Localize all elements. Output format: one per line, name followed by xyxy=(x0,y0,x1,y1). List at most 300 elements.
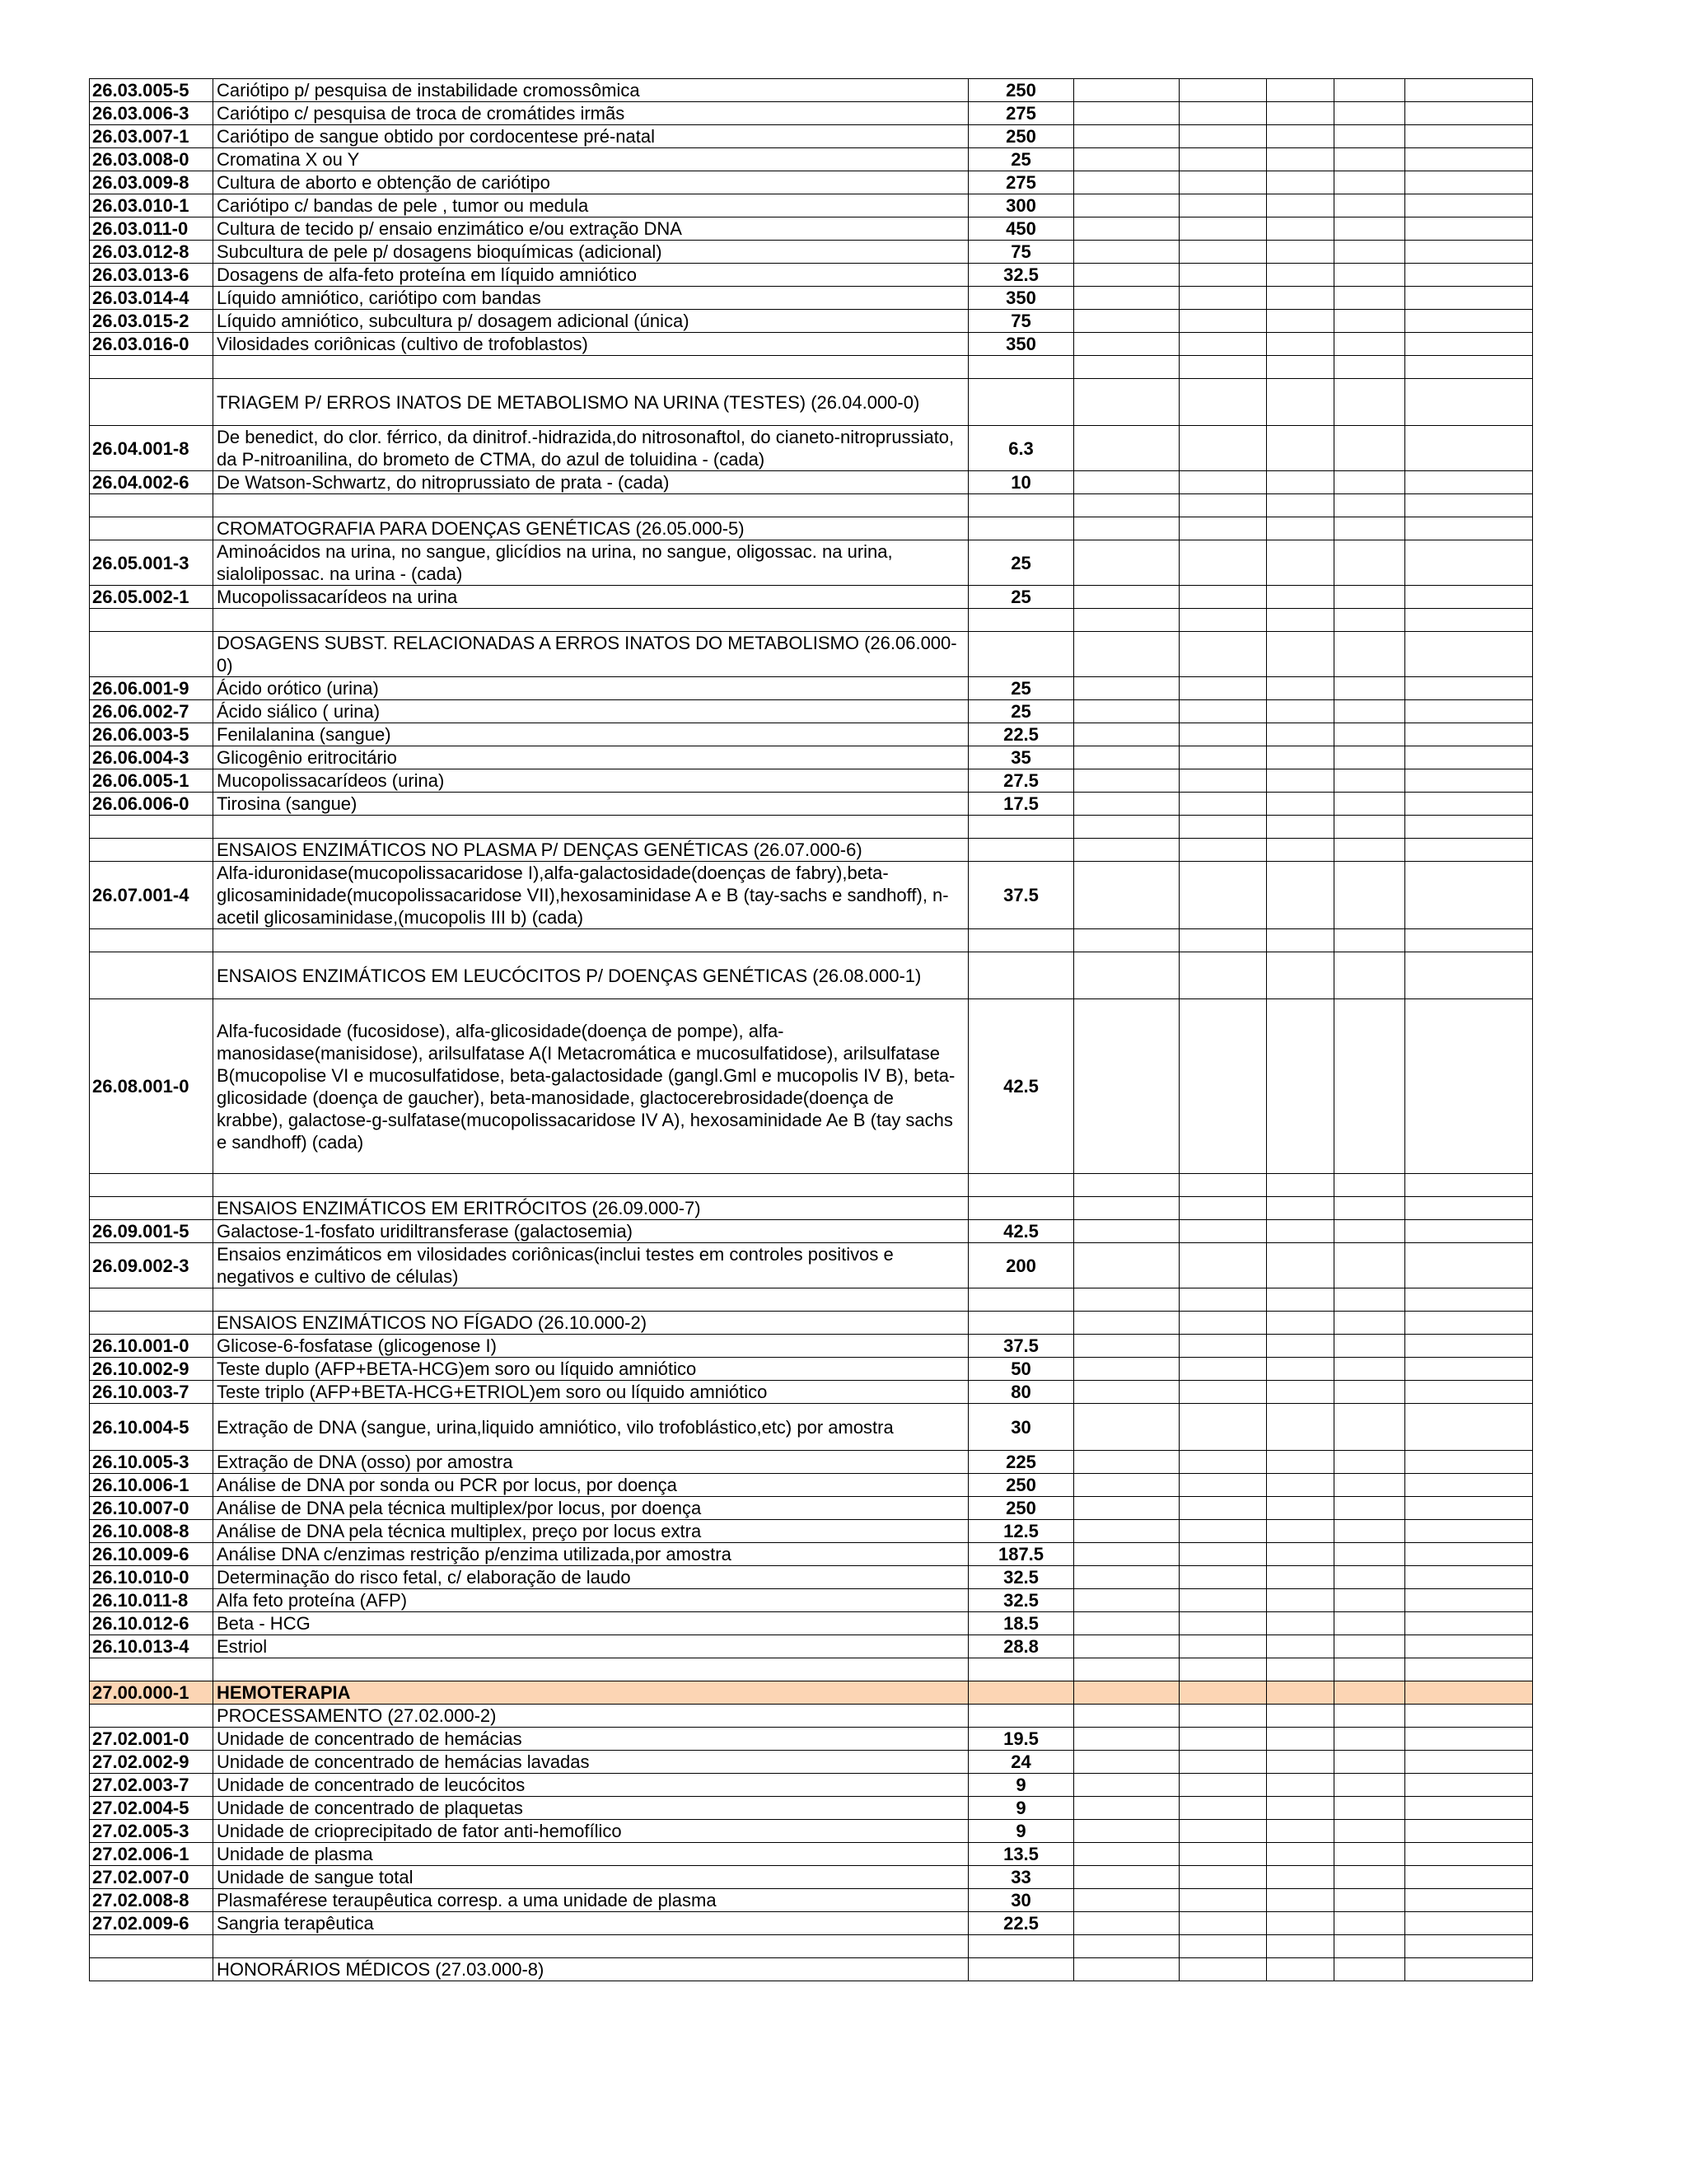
cell-empty xyxy=(1180,1751,1267,1774)
cell-empty xyxy=(1180,1705,1267,1728)
cell-empty xyxy=(1334,1220,1405,1243)
cell-empty xyxy=(1180,1843,1267,1866)
cell-empty xyxy=(1405,1912,1533,1935)
cell-empty xyxy=(1334,125,1405,148)
cell-empty xyxy=(1180,264,1267,287)
cell-empty xyxy=(1074,79,1180,102)
cell-value: 250 xyxy=(969,79,1074,102)
table-row xyxy=(90,1866,1533,1889)
cell-empty xyxy=(1074,609,1180,632)
cell-empty xyxy=(1074,1220,1180,1243)
table-row xyxy=(90,1774,1533,1797)
cell-description: Tirosina (sangue) xyxy=(213,793,969,816)
cell-code: 26.10.008-8 xyxy=(90,1520,213,1543)
table-row xyxy=(90,540,1533,586)
cell-code xyxy=(90,1312,213,1335)
cell-empty xyxy=(1074,1243,1180,1288)
cell-empty xyxy=(1180,1797,1267,1820)
cell-empty xyxy=(1180,839,1267,862)
table-row xyxy=(90,102,1533,125)
table-row xyxy=(90,1728,1533,1751)
cell-empty xyxy=(1334,952,1405,999)
cell-empty xyxy=(1074,1520,1180,1543)
cell-empty xyxy=(1405,1612,1533,1635)
cell-empty xyxy=(1074,1820,1180,1843)
table-row xyxy=(90,1520,1533,1543)
cell-empty xyxy=(1267,1404,1334,1451)
cell-value xyxy=(969,356,1074,379)
cell-code: 26.10.003-7 xyxy=(90,1381,213,1404)
cell-empty xyxy=(1074,816,1180,839)
table-row xyxy=(90,839,1533,862)
cell-empty xyxy=(1334,769,1405,793)
cell-value xyxy=(969,632,1074,677)
cell-value: 32.5 xyxy=(969,264,1074,287)
cell-empty xyxy=(1405,952,1533,999)
cell-empty xyxy=(1267,632,1334,677)
cell-empty xyxy=(1074,1843,1180,1866)
cell-empty xyxy=(1405,310,1533,333)
cell-value xyxy=(969,1958,1074,1981)
table-row xyxy=(90,1797,1533,1820)
cell-description xyxy=(213,1658,969,1681)
cell-empty xyxy=(1405,287,1533,310)
cell-empty xyxy=(1334,723,1405,746)
cell-empty xyxy=(1334,333,1405,356)
cell-description xyxy=(213,929,969,952)
cell-description: HONORÁRIOS MÉDICOS (27.03.000-8) xyxy=(213,1958,969,1981)
cell-value: 350 xyxy=(969,287,1074,310)
cell-value xyxy=(969,816,1074,839)
cell-empty xyxy=(1334,816,1405,839)
cell-description: Unidade de concentrado de hemácias xyxy=(213,1728,969,1751)
cell-value: 9 xyxy=(969,1774,1074,1797)
cell-code xyxy=(90,1658,213,1681)
cell-empty xyxy=(1180,1243,1267,1288)
cell-empty xyxy=(1180,1728,1267,1751)
cell-empty xyxy=(1180,1889,1267,1912)
cell-empty xyxy=(1074,1751,1180,1774)
cell-empty xyxy=(1180,1358,1267,1381)
cell-empty xyxy=(1267,839,1334,862)
cell-value: 32.5 xyxy=(969,1589,1074,1612)
cell-empty xyxy=(1180,1612,1267,1635)
cell-empty xyxy=(1405,1958,1533,1981)
cell-empty xyxy=(1405,1751,1533,1774)
cell-code: 26.10.013-4 xyxy=(90,1635,213,1658)
cell-empty xyxy=(1180,586,1267,609)
table-row xyxy=(90,79,1533,102)
cell-empty xyxy=(1405,1797,1533,1820)
cell-empty xyxy=(1267,1705,1334,1728)
cell-value: 25 xyxy=(969,700,1074,723)
cell-empty xyxy=(1180,999,1267,1174)
table-row xyxy=(90,471,1533,494)
cell-empty xyxy=(1334,1381,1405,1404)
cell-empty xyxy=(1405,1520,1533,1543)
cell-empty xyxy=(1180,148,1267,171)
cell-empty xyxy=(1180,540,1267,586)
cell-code: 26.04.001-8 xyxy=(90,426,213,471)
cell-value: 200 xyxy=(969,1243,1074,1288)
cell-empty xyxy=(1267,1681,1334,1705)
cell-code: 27.02.008-8 xyxy=(90,1889,213,1912)
cell-empty xyxy=(1405,517,1533,540)
cell-empty xyxy=(1180,1335,1267,1358)
cell-description xyxy=(213,356,969,379)
cell-empty xyxy=(1405,426,1533,471)
cell-empty xyxy=(1405,494,1533,517)
table-row xyxy=(90,356,1533,379)
cell-empty xyxy=(1405,1474,1533,1497)
cell-empty xyxy=(1267,1797,1334,1820)
cell-empty xyxy=(1074,1935,1180,1958)
cell-empty xyxy=(1267,1935,1334,1958)
cell-code: 27.02.004-5 xyxy=(90,1797,213,1820)
table-row xyxy=(90,1474,1533,1497)
cell-empty xyxy=(1267,540,1334,586)
cell-empty xyxy=(1334,1451,1405,1474)
cell-empty xyxy=(1334,194,1405,217)
cell-value xyxy=(969,1658,1074,1681)
cell-empty xyxy=(1334,999,1405,1174)
cell-empty xyxy=(1180,171,1267,194)
cell-value: 9 xyxy=(969,1797,1074,1820)
cell-empty xyxy=(1405,746,1533,769)
cell-empty xyxy=(1334,1497,1405,1520)
cell-value xyxy=(969,1174,1074,1197)
cell-code: 26.10.004-5 xyxy=(90,1404,213,1451)
cell-empty xyxy=(1074,769,1180,793)
cell-value xyxy=(969,517,1074,540)
cell-code xyxy=(90,356,213,379)
cell-code: 26.03.012-8 xyxy=(90,241,213,264)
cell-description: Extração de DNA (sangue, urina,liquido amniótico, vilo trofoblástico,etc) por amostra xyxy=(213,1404,969,1451)
table-row xyxy=(90,632,1533,677)
cell-empty xyxy=(1074,1705,1180,1728)
table-row xyxy=(90,494,1533,517)
cell-empty xyxy=(1074,333,1180,356)
cell-empty xyxy=(1074,632,1180,677)
cell-empty xyxy=(1074,1404,1180,1451)
cell-empty xyxy=(1180,793,1267,816)
cell-empty xyxy=(1267,79,1334,102)
cell-code: 26.04.002-6 xyxy=(90,471,213,494)
cell-description: PROCESSAMENTO (27.02.000-2) xyxy=(213,1705,969,1728)
cell-code xyxy=(90,494,213,517)
cell-empty xyxy=(1405,1935,1533,1958)
cell-empty xyxy=(1334,1935,1405,1958)
cell-code: 26.10.001-0 xyxy=(90,1335,213,1358)
cell-empty xyxy=(1180,862,1267,929)
table-row xyxy=(90,929,1533,952)
cell-description: Sangria terapêutica xyxy=(213,1912,969,1935)
table-body xyxy=(90,79,1533,1981)
cell-code xyxy=(90,839,213,862)
table-row xyxy=(90,1820,1533,1843)
cell-description: Líquido amniótico, subcultura p/ dosagem adicional (única) xyxy=(213,310,969,333)
table-row xyxy=(90,586,1533,609)
cell-value: 450 xyxy=(969,217,1074,241)
cell-empty xyxy=(1405,1197,1533,1220)
cell-value: 50 xyxy=(969,1358,1074,1381)
cell-empty xyxy=(1267,1566,1334,1589)
cell-description: Glicogênio eritrocitário xyxy=(213,746,969,769)
cell-code: 26.03.013-6 xyxy=(90,264,213,287)
cell-empty xyxy=(1074,793,1180,816)
cell-empty xyxy=(1074,264,1180,287)
table-row xyxy=(90,723,1533,746)
cell-empty xyxy=(1074,1774,1180,1797)
cell-value xyxy=(969,1935,1074,1958)
cell-description: Unidade de plasma xyxy=(213,1843,969,1866)
cell-empty xyxy=(1074,310,1180,333)
cell-empty xyxy=(1334,1520,1405,1543)
table-row xyxy=(90,1589,1533,1612)
table-row xyxy=(90,379,1533,426)
cell-code: 26.10.007-0 xyxy=(90,1497,213,1520)
cell-description: Ácido orótico (urina) xyxy=(213,677,969,700)
table-row xyxy=(90,1243,1533,1288)
cell-description: CROMATOGRAFIA PARA DOENÇAS GENÉTICAS (26.05.000-5) xyxy=(213,517,969,540)
cell-empty xyxy=(1405,241,1533,264)
cell-empty xyxy=(1074,517,1180,540)
cell-code: 26.03.005-5 xyxy=(90,79,213,102)
cell-code xyxy=(90,1705,213,1728)
cell-empty xyxy=(1074,839,1180,862)
table-row xyxy=(90,217,1533,241)
cell-empty xyxy=(1267,1820,1334,1843)
table-row xyxy=(90,1197,1533,1220)
table-row xyxy=(90,1381,1533,1404)
cell-empty xyxy=(1180,632,1267,677)
cell-description: Ácido siálico ( urina) xyxy=(213,700,969,723)
cell-value: 12.5 xyxy=(969,1520,1074,1543)
cell-description: Unidade de crioprecipitado de fator anti-hemofílico xyxy=(213,1820,969,1843)
cell-empty xyxy=(1334,171,1405,194)
cell-empty xyxy=(1334,929,1405,952)
cell-description: Dosagens de alfa-feto proteína em líquido amniótico xyxy=(213,264,969,287)
cell-description: Unidade de concentrado de plaquetas xyxy=(213,1797,969,1820)
cell-empty xyxy=(1405,769,1533,793)
cell-code: 26.09.002-3 xyxy=(90,1243,213,1288)
cell-empty xyxy=(1267,746,1334,769)
cell-empty xyxy=(1267,1174,1334,1197)
cell-empty xyxy=(1334,1543,1405,1566)
cell-empty xyxy=(1405,1820,1533,1843)
cell-empty xyxy=(1405,1866,1533,1889)
cell-value: 225 xyxy=(969,1451,1074,1474)
cell-code: 26.10.005-3 xyxy=(90,1451,213,1474)
cell-empty xyxy=(1405,862,1533,929)
cell-empty xyxy=(1334,1288,1405,1312)
cell-empty xyxy=(1074,1197,1180,1220)
cell-empty xyxy=(1405,700,1533,723)
cell-description: ENSAIOS ENZIMÁTICOS EM LEUCÓCITOS P/ DOENÇAS GENÉTICAS (26.08.000-1) xyxy=(213,952,969,999)
cell-value: 275 xyxy=(969,102,1074,125)
cell-empty xyxy=(1334,1404,1405,1451)
cell-empty xyxy=(1334,1635,1405,1658)
cell-empty xyxy=(1267,1589,1334,1612)
cell-empty xyxy=(1074,379,1180,426)
cell-empty xyxy=(1074,1866,1180,1889)
table-row xyxy=(90,264,1533,287)
cell-empty xyxy=(1267,929,1334,952)
cell-empty xyxy=(1074,1635,1180,1658)
cell-empty xyxy=(1074,677,1180,700)
cell-empty xyxy=(1267,287,1334,310)
cell-empty xyxy=(1334,217,1405,241)
cell-description: Cariótipo c/ pesquisa de troca de cromátides irmãs xyxy=(213,102,969,125)
cell-description: Fenilalanina (sangue) xyxy=(213,723,969,746)
cell-empty xyxy=(1180,1404,1267,1451)
cell-empty xyxy=(1074,471,1180,494)
cell-empty xyxy=(1267,356,1334,379)
table-row xyxy=(90,1912,1533,1935)
cell-empty xyxy=(1074,929,1180,952)
cell-empty xyxy=(1334,1658,1405,1681)
section-header-row xyxy=(90,1681,1533,1705)
cell-empty xyxy=(1267,1635,1334,1658)
cell-empty xyxy=(1405,1705,1533,1728)
cell-description: Cultura de aborto e obtenção de cariótipo xyxy=(213,171,969,194)
cell-value: 275 xyxy=(969,171,1074,194)
cell-value: 350 xyxy=(969,333,1074,356)
cell-empty xyxy=(1180,217,1267,241)
cell-empty xyxy=(1074,356,1180,379)
cell-value: 187.5 xyxy=(969,1543,1074,1566)
cell-empty xyxy=(1405,379,1533,426)
cell-empty xyxy=(1180,1220,1267,1243)
cell-empty xyxy=(1334,1312,1405,1335)
table-row xyxy=(90,1543,1533,1566)
table-row xyxy=(90,171,1533,194)
cell-empty xyxy=(1180,700,1267,723)
cell-empty xyxy=(1267,1912,1334,1935)
cell-empty xyxy=(1405,264,1533,287)
cell-empty xyxy=(1180,125,1267,148)
cell-code xyxy=(90,929,213,952)
cell-empty xyxy=(1267,1335,1334,1358)
cell-value: 19.5 xyxy=(969,1728,1074,1751)
cell-empty xyxy=(1334,1705,1405,1728)
cell-value: 25 xyxy=(969,586,1074,609)
cell-empty xyxy=(1180,1566,1267,1589)
cell-empty xyxy=(1405,1451,1533,1474)
table-row xyxy=(90,862,1533,929)
cell-empty xyxy=(1180,1381,1267,1404)
cell-empty xyxy=(1405,1174,1533,1197)
cell-value xyxy=(969,1312,1074,1335)
table-row xyxy=(90,1220,1533,1243)
cell-code: 26.09.001-5 xyxy=(90,1220,213,1243)
cell-empty xyxy=(1180,929,1267,952)
cell-code: 26.03.016-0 xyxy=(90,333,213,356)
cell-empty xyxy=(1405,171,1533,194)
cell-empty xyxy=(1334,287,1405,310)
cell-empty xyxy=(1405,723,1533,746)
cell-empty xyxy=(1180,471,1267,494)
cell-value: 35 xyxy=(969,746,1074,769)
cell-empty xyxy=(1334,1474,1405,1497)
cell-empty xyxy=(1405,356,1533,379)
cell-empty xyxy=(1267,1543,1334,1566)
cell-empty xyxy=(1180,1774,1267,1797)
cell-description: Alfa-fucosidade (fucosidose), alfa-glicosidade(doença de pompe), alfa-manosidase(manisidose), arilsulfatase A(I Metacromática e mucosulfatidose), arilsulfatase B(mucopolise VI e mucosulfatidose, beta-galactosidade (gangl.Gml e mucopolis IV B), beta-glicosidade (doença de gaucher), beta-manosidade, glactocerebrosidade(doença de krabbe), galactose-g-sulfatase(mucopolissacaridose IV A), hexosaminidade Ae B (tay sachs e sandhoff) (cada) xyxy=(213,999,969,1174)
cell-empty xyxy=(1074,148,1180,171)
cell-empty xyxy=(1334,632,1405,677)
cell-value: 300 xyxy=(969,194,1074,217)
cell-value xyxy=(969,952,1074,999)
table-row xyxy=(90,700,1533,723)
cell-description: Mucopolissacarídeos na urina xyxy=(213,586,969,609)
table-row xyxy=(90,194,1533,217)
table-row xyxy=(90,1751,1533,1774)
cell-empty xyxy=(1334,310,1405,333)
cell-description: Líquido amniótico, cariótipo com bandas xyxy=(213,287,969,310)
cell-empty xyxy=(1074,217,1180,241)
cell-empty xyxy=(1334,1197,1405,1220)
table-row xyxy=(90,310,1533,333)
cell-empty xyxy=(1180,816,1267,839)
cell-code xyxy=(90,1958,213,1981)
cell-description: Plasmaférese teraupêutica corresp. a uma unidade de plasma xyxy=(213,1889,969,1912)
cell-empty xyxy=(1180,356,1267,379)
cell-value xyxy=(969,609,1074,632)
cell-empty xyxy=(1074,241,1180,264)
cell-empty xyxy=(1074,1728,1180,1751)
cell-empty xyxy=(1405,929,1533,952)
cell-value: 22.5 xyxy=(969,723,1074,746)
cell-value xyxy=(969,1705,1074,1728)
cell-empty xyxy=(1267,586,1334,609)
table-row xyxy=(90,125,1533,148)
cell-empty xyxy=(1267,609,1334,632)
cell-code xyxy=(90,1174,213,1197)
cell-empty xyxy=(1074,1889,1180,1912)
cell-empty xyxy=(1267,310,1334,333)
cell-empty xyxy=(1267,217,1334,241)
cell-empty xyxy=(1405,677,1533,700)
cell-value xyxy=(969,494,1074,517)
cell-empty xyxy=(1180,79,1267,102)
cell-empty xyxy=(1074,194,1180,217)
cell-code: 27.02.003-7 xyxy=(90,1774,213,1797)
cell-description: Aminoácidos na urina, no sangue, glicídios na urina, no sangue, oligossac. na urina, sialolipossac. na urina - (cada) xyxy=(213,540,969,586)
cell-empty xyxy=(1074,862,1180,929)
cell-description: Alfa feto proteína (AFP) xyxy=(213,1589,969,1612)
cell-description: Alfa-iduronidase(mucopolissacaridose I),alfa-galactosidade(doenças de fabry),beta-glicosaminidade(mucopolissacaridose VII),hexosaminidase A e B (tay-sachs e sandhoff), n-acetil glicosaminidase,(mucopolis III b) (cada) xyxy=(213,862,969,929)
cell-code: 26.06.003-5 xyxy=(90,723,213,746)
cell-code: 26.05.002-1 xyxy=(90,586,213,609)
cell-value: 32.5 xyxy=(969,1566,1074,1589)
cell-description xyxy=(213,494,969,517)
cell-code xyxy=(90,1197,213,1220)
cell-value: 37.5 xyxy=(969,862,1074,929)
cell-empty xyxy=(1267,952,1334,999)
cell-empty xyxy=(1267,1451,1334,1474)
cell-empty xyxy=(1180,333,1267,356)
table-row xyxy=(90,952,1533,999)
cell-empty xyxy=(1074,1474,1180,1497)
cell-code xyxy=(90,952,213,999)
cell-code: 26.10.010-0 xyxy=(90,1566,213,1589)
cell-empty xyxy=(1074,125,1180,148)
cell-empty xyxy=(1405,79,1533,102)
table-row xyxy=(90,1705,1533,1728)
cell-empty xyxy=(1334,379,1405,426)
cell-code: 26.03.010-1 xyxy=(90,194,213,217)
